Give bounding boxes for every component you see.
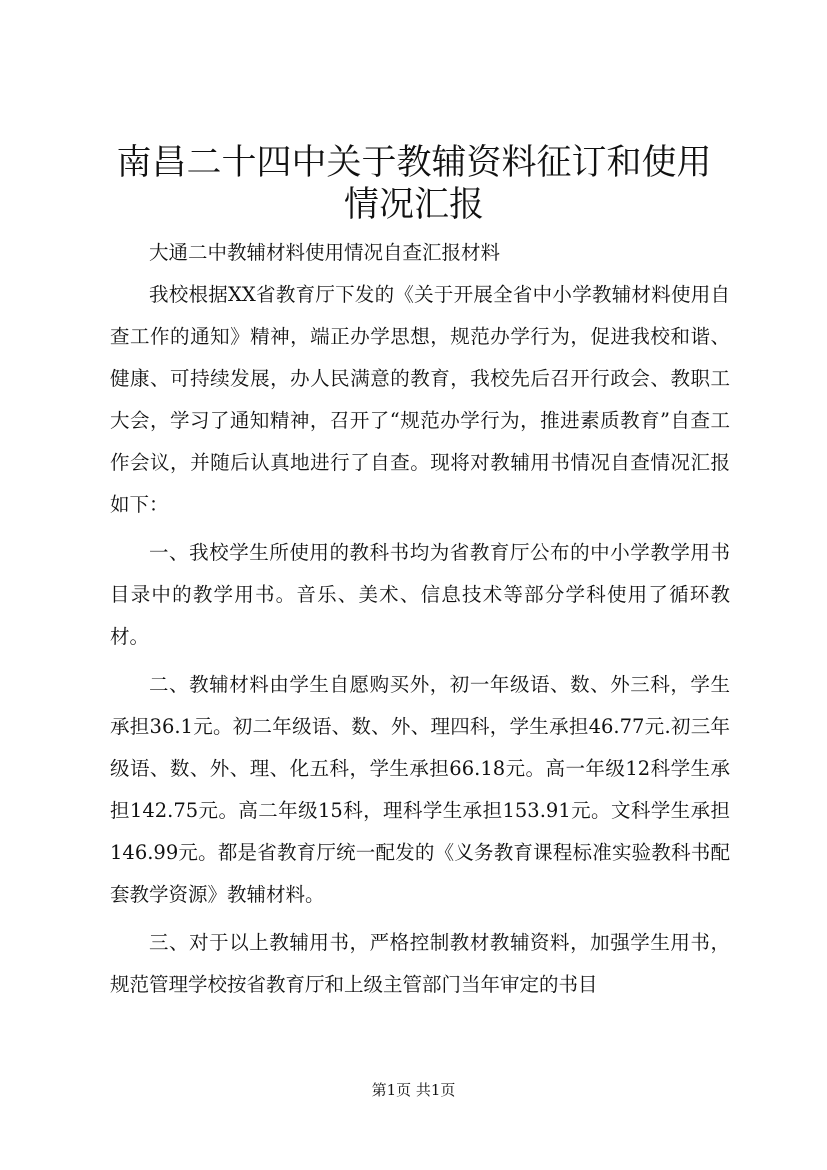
paragraph-item-1: 一、我校学生所使用的教科书均为省教育厅公布的中小学教学用书目录中的教学用书。音乐、美术、信息技术等部分学科使用了循环教材。 xyxy=(110,541,730,648)
document-body xyxy=(110,232,730,1012)
page-number-footer: 第1页 共1页 xyxy=(371,1081,456,1099)
document-title: 南昌二十四中关于教辅资料征订和使用情况汇报 xyxy=(116,143,712,225)
document-subtitle: 大通二中教辅材料使用情况自查汇报材料 xyxy=(149,241,501,264)
paragraph-item-2: 二、教辅材料由学生自愿购买外，初一年级语、数、外三科，学生承担36.1元。初二年级语、数、外、理四科，学生承担46.77元.初三年级语、数、外、理、化五科，学生承担66.18元。高一年级12科学生承担142.75元。高二年级15科，理科学生承担153.91元。文科学生承担146.99元。都是省教育厅统一配发的《义务教育课程标准实验教科书配套教学资源》教辅材料。 xyxy=(110,673,730,906)
paragraph-intro: 我校根据XX省教育厅下发的《关于开展全省中小学教辅材料使用自查工作的通知》精神，端正办学思想，规范办学行为，促进我校和谐、健康、可持续发展，办人民满意的教育，我校先后召开行政会、教职工大会，学习了通知精神，召开了“规范办学行为，推进素质教育”自查工作会议，并随后认真地进行了自查。现将对教辅用书情况自查情况汇报如下： xyxy=(110,283,730,516)
paragraph-item-3: 三、对于以上教辅用书，严格控制教材教辅资料，加强学生用书，规范管理学校按省教育厅和上级主管部门当年审定的书目 xyxy=(110,931,730,996)
